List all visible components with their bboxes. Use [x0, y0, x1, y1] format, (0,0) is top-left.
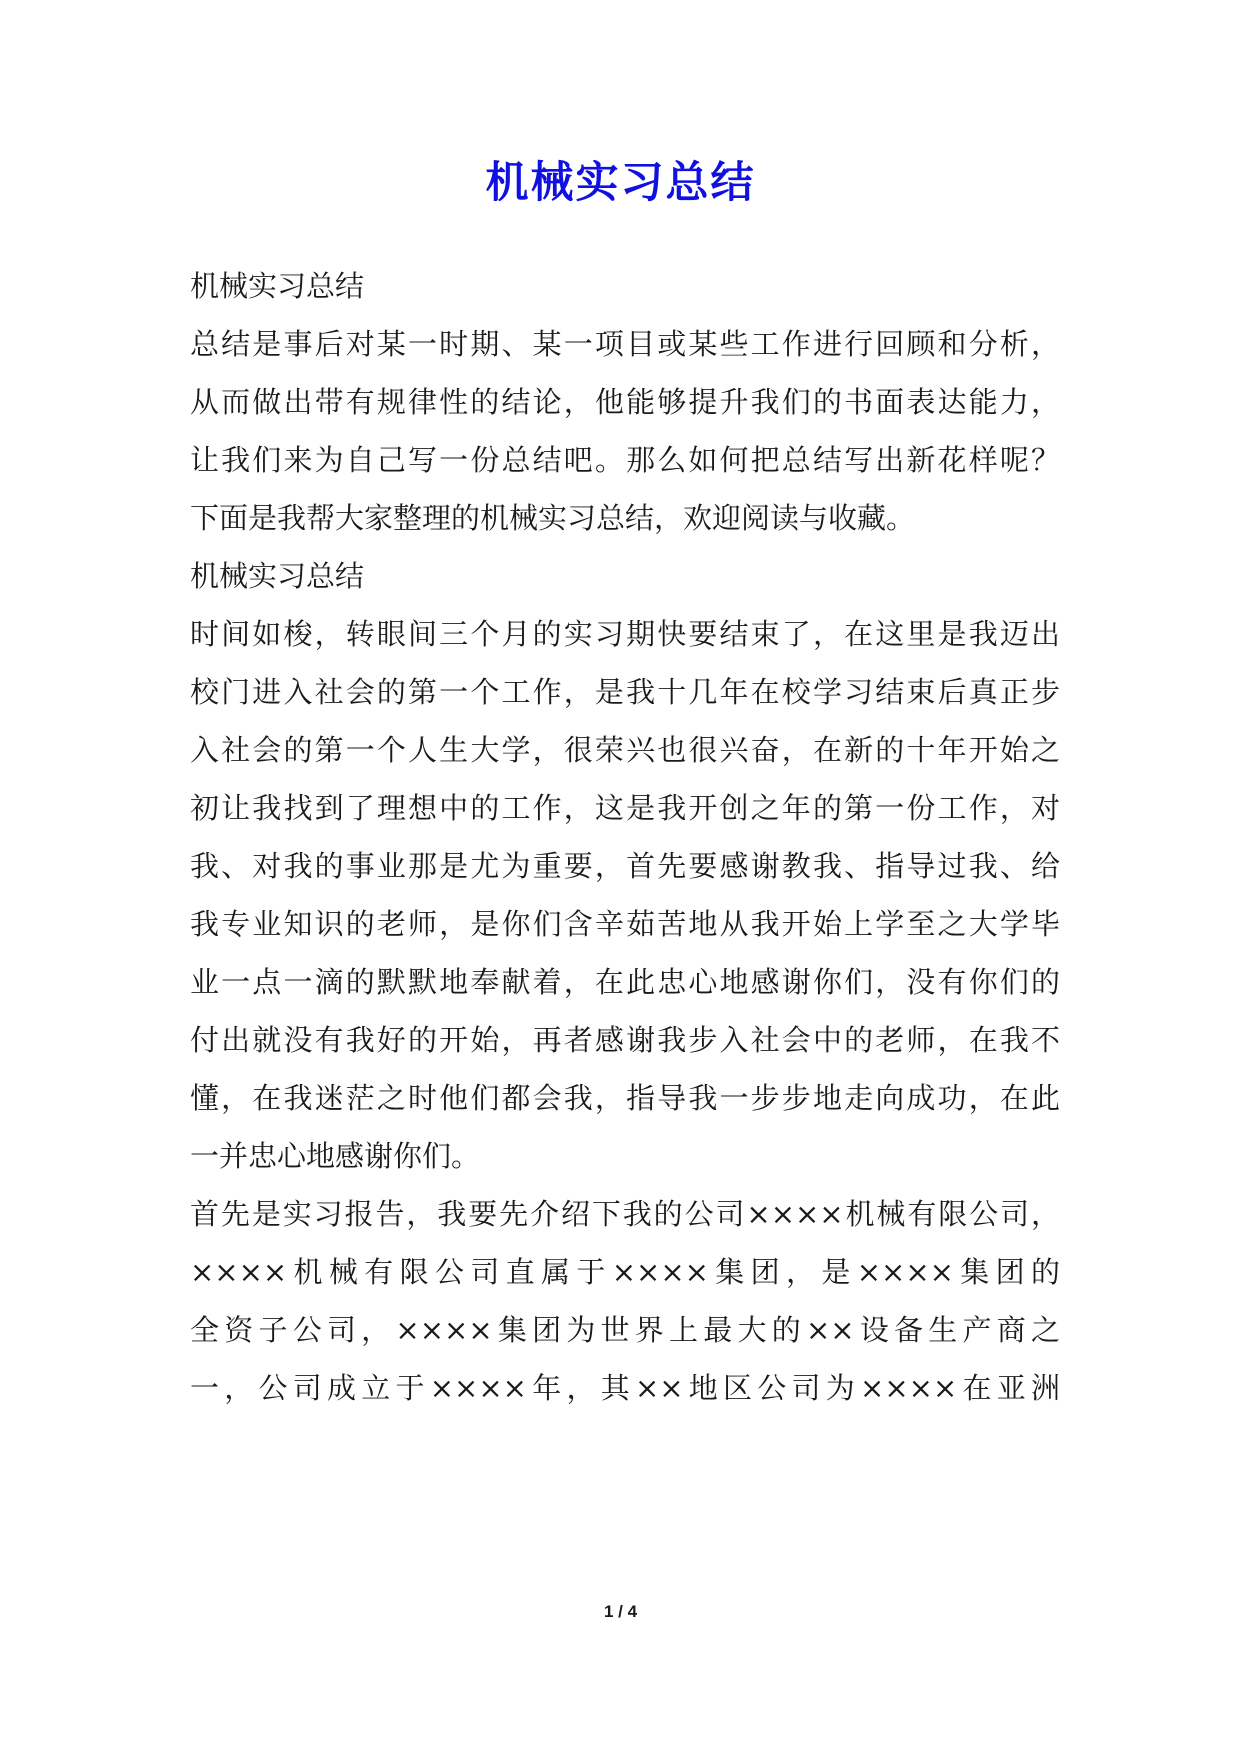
- paragraph-line: 初让我找到了理想中的工作，这是我开创之年的第一份工作，对: [190, 791, 1060, 825]
- paragraph-line: 总结是事后对某一时期、某一项目或某些工作进行回顾和分析，: [190, 327, 1060, 361]
- section-heading: 机械实习总结: [190, 269, 365, 303]
- paragraph-line: 让我们来为自己写一份总结吧。那么如何把总结写出新花样呢？: [190, 443, 1060, 477]
- paragraph-line: 从而做出带有规律性的结论，他能够提升我们的书面表达能力，: [190, 385, 1060, 419]
- paragraph-line: 付出就没有我好的开始，再者感谢我步入社会中的老师，在我不: [190, 1023, 1060, 1057]
- document-title: 机械实习总结: [485, 158, 756, 208]
- paragraph-line: 我专业知识的老师，是你们含辛茹苦地从我开始上学至之大学毕: [190, 907, 1060, 941]
- page-indicator: 1 / 4: [603, 1602, 638, 1621]
- paragraph-line: 首先是实习报告，我要先介绍下我的公司××××机械有限公司，: [190, 1197, 1060, 1231]
- paragraph-line: 全资子公司，××××集团为世界上最大的××设备生产商之: [190, 1313, 1060, 1347]
- paragraph-line: 入社会的第一个人生大学，很荣兴也很兴奋，在新的十年开始之: [190, 733, 1060, 767]
- paragraph-line: 业一点一滴的默默地奉献着，在此忠心地感谢你们，没有你们的: [190, 965, 1060, 999]
- paragraph-line: 懂，在我迷茫之时他们都会我，指导我一步步地走向成功，在此: [190, 1081, 1060, 1115]
- paragraph-line: 下面是我帮大家整理的机械实习总结，欢迎阅读与收藏。: [190, 501, 916, 535]
- paragraph-line: 校门进入社会的第一个工作，是我十几年在校学习结束后真正步: [190, 675, 1060, 709]
- paragraph-line: 一并忠心地感谢你们。: [190, 1139, 481, 1173]
- paragraph-line: 我、对我的事业那是尤为重要，首先要感谢教我、指导过我、给: [190, 849, 1060, 883]
- paragraph-line: 时间如梭，转眼间三个月的实习期快要结束了，在这里是我迈出: [190, 617, 1060, 651]
- paragraph-line: 一，公司成立于××××年，其××地区公司为××××在亚洲: [190, 1371, 1060, 1405]
- section-heading: 机械实习总结: [190, 559, 365, 593]
- paragraph-line: ××××机械有限公司直属于××××集团，是××××集团的: [190, 1255, 1060, 1289]
